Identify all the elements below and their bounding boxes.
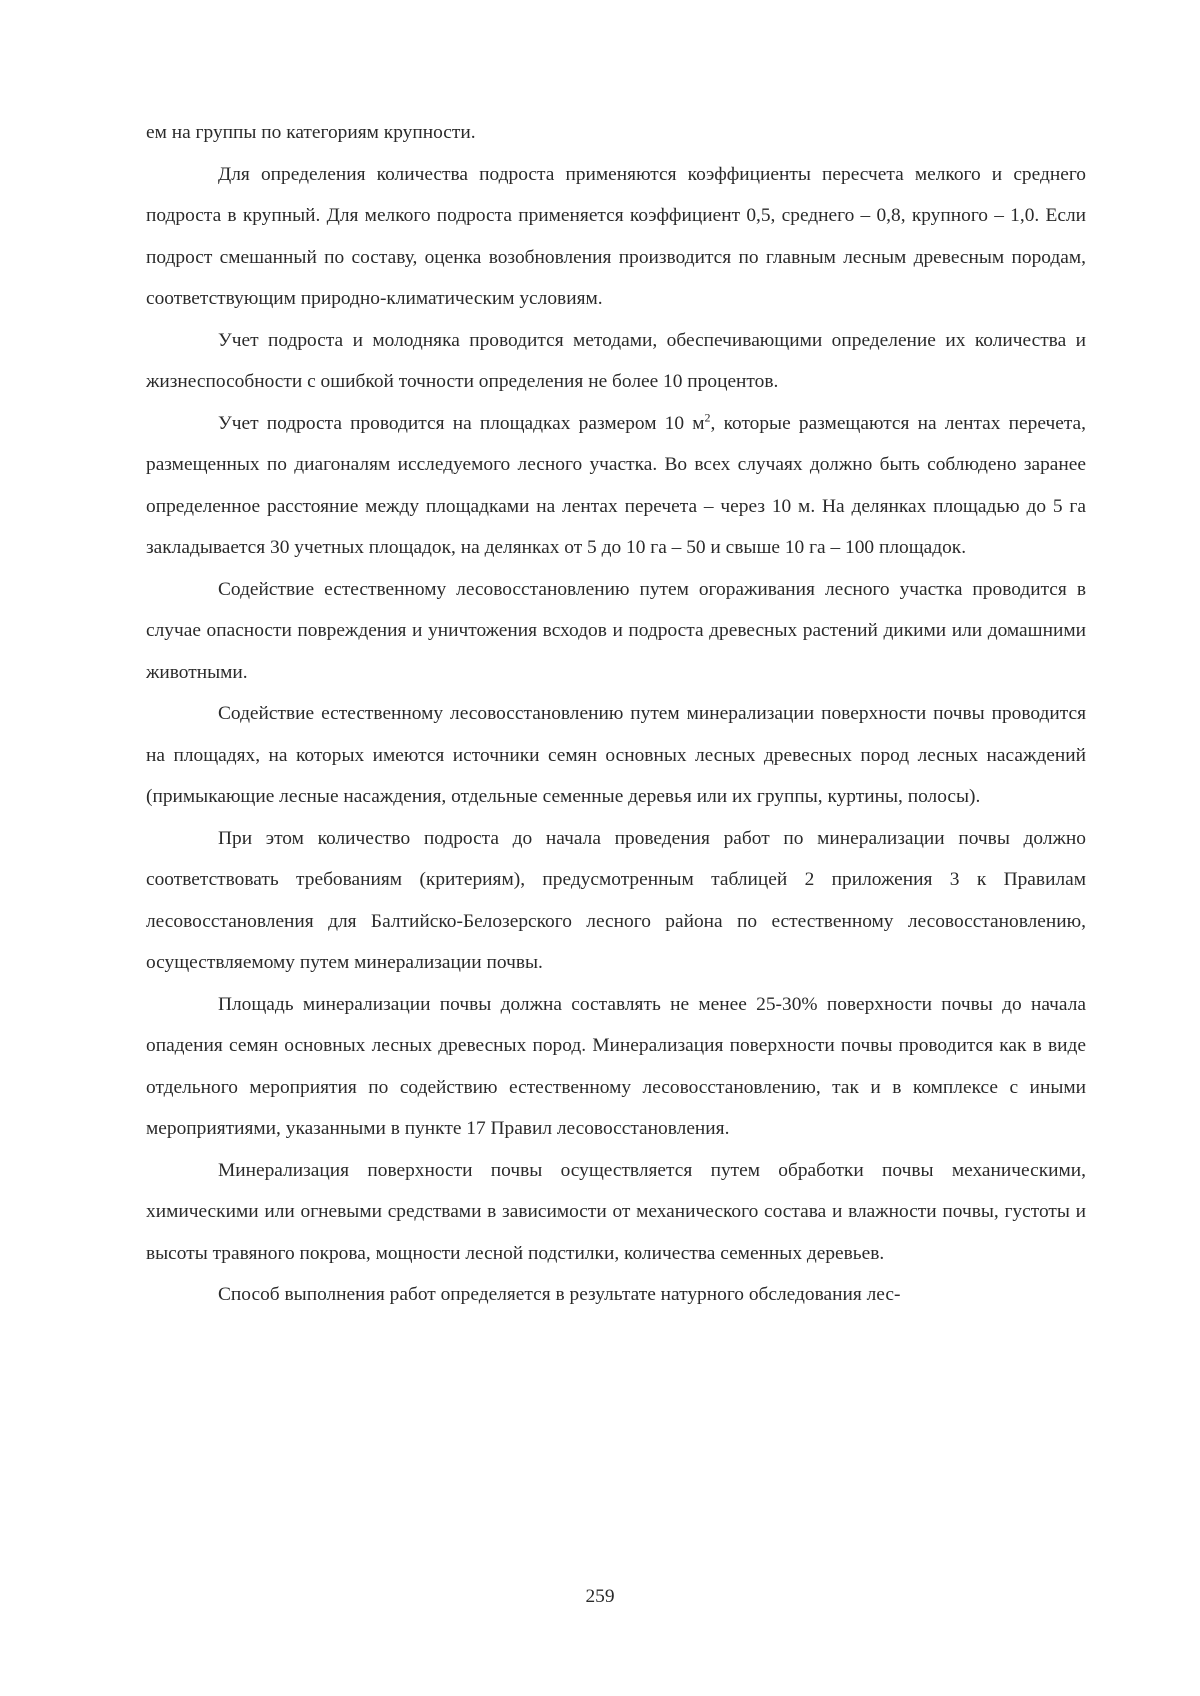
paragraph-4 xyxy=(146,403,1086,569)
superscript-2: 2 xyxy=(704,410,711,425)
page-number: 259 xyxy=(585,1586,615,1607)
paragraph-4-before: Учет подроста проводится на площадках размером 10 м xyxy=(218,412,705,434)
paragraph-3: Учет подроста и молодняка проводится методами, обеспечивающими определение их количества и жизнеспособности с ошибкой точности определения не более 10 процентов. xyxy=(146,329,1086,392)
paragraph-7: При этом количество подроста до начала проведения работ по минерализации почвы должно соответствовать требованиям (критериям), предусмотренным таблицей 2 приложения 3 к Правилам лесовосстановления для Балтийско-Белозерского лесного района по естественному лесовосстановлению, осуществляемому путем минерализации почвы. xyxy=(146,827,1086,973)
paragraph-5: Содействие естественному лесовосстановлению путем огораживания лесного участка проводится в случае опасности повреждения и уничтожения всходов и подроста древесных растений дикими или домашними животными. xyxy=(146,578,1086,683)
paragraph-10: Способ выполнения работ определяется в результате натурного обследования лес- xyxy=(218,1284,901,1305)
paragraph-8: Площадь минерализации почвы должна составлять не менее 25-30% поверхности почвы до начала опадения семян основных лесных древесных пород. Минерализация поверхности почвы проводится как в виде отдельного мероприятия по содействию естественному лесовосстановлению, так и в комплексе с иными мероприятиями, указанными в пункте 17 Правил лесовосстановления. xyxy=(146,993,1086,1139)
document-body xyxy=(146,112,1086,1316)
paragraph-6: Содействие естественному лесовосстановлению путем минерализации поверхности почвы проводится на площадях, на которых имеются источники семян основных лесных древесных пород лесных насаждений (примыкающие лесные насаждения, отдельные семенные деревья или их группы, куртины, полосы). xyxy=(146,703,1086,807)
paragraph-2: Для определения количества подроста применяются коэффициенты пересчета мелкого и среднего подроста в крупный. Для мелкого подроста применяется коэффициент 0,5, среднего – 0,8, крупного – 1,0. Если подрост смешанный по составу, оценка возобновления производится по главным лесным древесным породам, соответствующим природно-климатическим условиям. xyxy=(146,163,1086,309)
paragraph-4-after: , которые размещаются на лентах перечета, размещенных по диагоналям исследуемого лесного участка. Во всех случаях должно быть соблюдено заранее определенное расстояние между площадками на лентах перечета – через 10 м. На делянках площадью до 5 га закладывается 30 учетных площадок, на делянках от 5 до 10 га – 50 и свыше 10 га – 100 площадок. xyxy=(146,412,1086,558)
paragraph-1: ем на группы по категориям крупности. xyxy=(146,122,476,143)
paragraph-9: Минерализация поверхности почвы осуществляется путем обработки почвы механическими, химическими или огневыми средствами в зависимости от механического состава и влажности почвы, густоты и высоты травяного покрова, мощности лесной подстилки, количества семенных деревьев. xyxy=(146,1159,1086,1264)
